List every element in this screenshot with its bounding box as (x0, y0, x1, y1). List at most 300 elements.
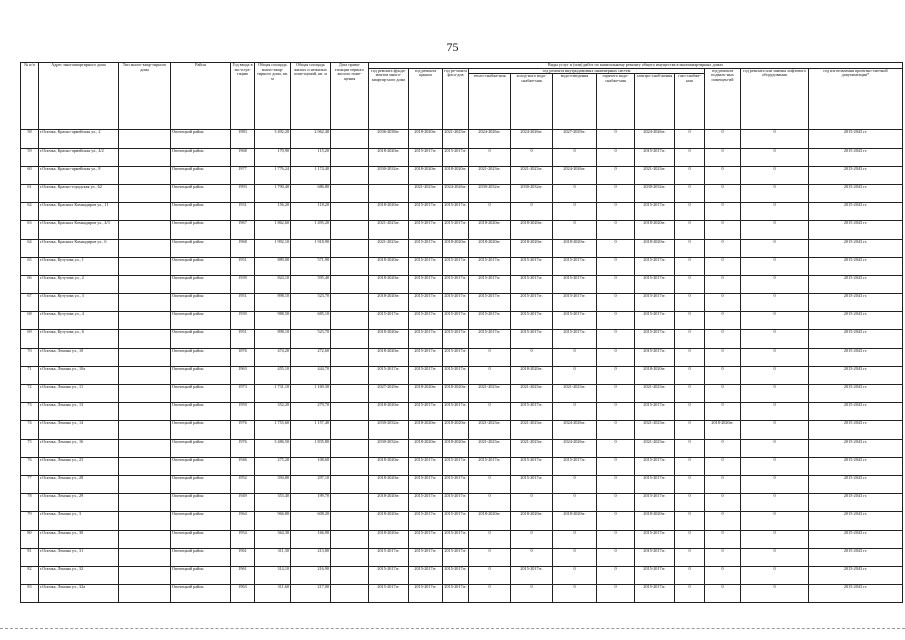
row-area-total: 275,20 (255, 457, 291, 475)
row-electricity: 2015-2017гг. (635, 148, 675, 166)
row-year: 1963 (231, 366, 255, 384)
row-roof: 2015-2017гг. (409, 457, 443, 475)
header-engineering-group: год ремонта внутридомовых инженерных систем (469, 68, 705, 74)
row-hot-water: 0 (597, 275, 635, 293)
row-foundation: 2015-2017гг. (369, 548, 409, 566)
row-design-docs: 2015-2043 гг. (809, 275, 903, 293)
row-year: 1954 (231, 530, 255, 548)
row-type (119, 421, 171, 439)
row-area-total: 889,00 (255, 257, 291, 275)
row-hot-water: 0 (597, 294, 635, 312)
row-foundation: 2021-2023гг. (369, 239, 409, 257)
row-electricity: 2018-2020гг. (635, 221, 675, 239)
row-facade: 2015-2017гг. (443, 566, 469, 584)
row-hot-water: 0 (597, 166, 635, 184)
row-lift: 0 (741, 512, 809, 530)
row-area-residential: 115,20 (291, 148, 331, 166)
row-area-residential: 166,90 (291, 530, 331, 548)
header-sewer: водо-отведения (553, 74, 597, 130)
row-electricity: 2030-2032гг. (635, 184, 675, 202)
row-electricity: 2021-2023гг. (635, 385, 675, 403)
row-sewer: 2024-2026гг. (553, 439, 597, 457)
row-address: г.Опочка, Ленина ул., 3 (39, 512, 119, 530)
row-number: 64 (21, 239, 39, 257)
row-facade: 2018-2020гг. (443, 421, 469, 439)
row-facade: 2015-2017гг. (443, 348, 469, 366)
row-number: 67 (21, 294, 39, 312)
row-privatization-date (331, 366, 369, 384)
row-design-docs: 2015-2043 гг. (809, 585, 903, 603)
row-foundation: 2021-2023гг. (369, 221, 409, 239)
row-type (119, 348, 171, 366)
header-foundation: год ремонта фунда-ментов много-квартир-ного дома (369, 68, 409, 130)
row-facade: 2015-2017гг. (443, 366, 469, 384)
row-address: г.Опочка, Кутузова ул., 6 (39, 330, 119, 348)
row-year: 1964 (231, 512, 255, 530)
row-heat: 2015-2017гг. (469, 312, 511, 330)
row-electricity: 2021-2023гг. (635, 166, 675, 184)
row-facade: 2015-2017гг. (443, 403, 469, 421)
table-row (21, 348, 903, 366)
row-area-residential: 2 062,40 (291, 130, 331, 148)
table-row (21, 294, 903, 312)
row-area-total: 1 776,24 (255, 166, 291, 184)
row-facade: 2015-2017гг. (443, 512, 469, 530)
row-heat: 2018-2020гг. (469, 512, 511, 530)
row-year: 1976 (231, 439, 255, 457)
row-sewer: 2015-2017гг. (553, 257, 597, 275)
row-number: 80 (21, 530, 39, 548)
row-year: 1961 (231, 548, 255, 566)
row-year: 1976 (231, 421, 255, 439)
row-area-residential: 523,70 (291, 330, 331, 348)
table-row (21, 494, 903, 512)
table-row (21, 257, 903, 275)
row-sewer: 2027-2029гг. (553, 130, 597, 148)
row-privatization-date (331, 257, 369, 275)
row-hot-water: 0 (597, 239, 635, 257)
row-year: 1963 (231, 585, 255, 603)
row-address: г.Опочка, Красных Командиров ул., 4/3 (39, 221, 119, 239)
row-gas: 0 (675, 566, 705, 584)
row-area-residential: 1 174,40 (291, 166, 331, 184)
row-basement: 0 (705, 312, 741, 330)
row-roof: 2015-2017гг. (409, 348, 443, 366)
row-address: г.Опочка, Кутузова ул., 2 (39, 275, 119, 293)
row-electricity: 2015-2017гг. (635, 257, 675, 275)
row-area-residential: 108,60 (291, 457, 331, 475)
row-hot-water: 0 (597, 548, 635, 566)
row-cold-water: 0 (511, 203, 553, 221)
row-year: 1968 (231, 148, 255, 166)
table-row (21, 184, 903, 202)
row-year: 1952 (231, 475, 255, 493)
row-privatization-date (331, 275, 369, 293)
row-district: Опочецкий район (171, 421, 231, 439)
row-lift: 0 (741, 548, 809, 566)
header-address: Адрес многоквартирного дома (39, 63, 119, 130)
row-hot-water: 0 (597, 421, 635, 439)
row-address: г.Опочка, Красно-армейская ул., 8 (39, 166, 119, 184)
row-design-docs: 2015-2043 гг. (809, 366, 903, 384)
row-number: 70 (21, 348, 39, 366)
row-district: Опочецкий район (171, 348, 231, 366)
row-heat: 0 (469, 548, 511, 566)
row-electricity: 2015-2017гг. (635, 403, 675, 421)
row-gas: 0 (675, 457, 705, 475)
row-foundation: 2018-2020гг. (369, 294, 409, 312)
row-area-total: 455,10 (255, 366, 291, 384)
row-lift: 0 (741, 385, 809, 403)
row-roof: 2018-2020гг. (409, 439, 443, 457)
row-address: г.Опочка, Ленина ул., 14 (39, 421, 119, 439)
row-cold-water: 2021-2023гг. (511, 439, 553, 457)
row-district: Опочецкий район (171, 130, 231, 148)
row-lift: 0 (741, 530, 809, 548)
row-roof: 2015-2017гг. (409, 548, 443, 566)
row-foundation: 2015-2017гг. (369, 312, 409, 330)
row-year: 1959 (231, 403, 255, 421)
row-design-docs: 2015-2043 гг. (809, 530, 903, 548)
row-district: Опочецкий район (171, 330, 231, 348)
row-sewer: 0 (553, 585, 597, 603)
row-gas: 0 (675, 294, 705, 312)
row-hot-water: 0 (597, 348, 635, 366)
row-electricity: 2021-2023гг. (635, 421, 675, 439)
row-cold-water: 2015-2017гг. (511, 457, 553, 475)
row-facade: 2015-2017гг. (443, 457, 469, 475)
row-area-total: 1 755,60 (255, 421, 291, 439)
row-type (119, 184, 171, 202)
row-basement: 0 (705, 275, 741, 293)
row-privatization-date (331, 239, 369, 257)
row-address: г.Опочка, Кутузова ул., 4 (39, 312, 119, 330)
row-foundation: 2015-2017гг. (369, 585, 409, 603)
row-privatization-date (331, 203, 369, 221)
row-address: г.Опочка, Ленина ул., 23 (39, 457, 119, 475)
row-address: г.Опочка, Ленина ул., 13 (39, 403, 119, 421)
row-electricity: 2018-2020гг. (635, 239, 675, 257)
row-sewer: 2015-2017гг. (553, 275, 597, 293)
row-design-docs: 2015-2043 гг. (809, 148, 903, 166)
row-area-residential: 297,10 (291, 475, 331, 493)
header-electricity: электро-снаб-жения (635, 74, 675, 130)
row-foundation: 2018-2020гг. (369, 330, 409, 348)
row-sewer: 0 (553, 548, 597, 566)
row-heat: 2018-2020гг. (469, 239, 511, 257)
table-row (21, 585, 903, 603)
row-hot-water: 0 (597, 439, 635, 457)
row-heat: 2024-2026гг. (469, 130, 511, 148)
row-heat: 2015-2017гг. (469, 275, 511, 293)
row-year: 1876 (231, 348, 255, 366)
row-year: 1967 (231, 221, 255, 239)
row-hot-water: 0 (597, 366, 635, 384)
row-electricity: 2015-2017гг. (635, 475, 675, 493)
row-hot-water: 0 (597, 148, 635, 166)
row-lift: 0 (741, 330, 809, 348)
row-type (119, 294, 171, 312)
row-gas: 0 (675, 257, 705, 275)
row-facade: 2015-2017гг. (443, 312, 469, 330)
header-heat: тепло-снабже-ния (469, 74, 511, 130)
row-district: Опочецкий район (171, 475, 231, 493)
row-heat: 0 (469, 203, 511, 221)
row-electricity: 2024-2026гг. (635, 130, 675, 148)
row-type (119, 457, 171, 475)
row-basement: 0 (705, 403, 741, 421)
row-sewer: 0 (553, 366, 597, 384)
table-row (21, 203, 903, 221)
row-sewer: 2015-2017гг. (553, 457, 597, 475)
table-row (21, 475, 903, 493)
row-roof: 2015-2017гг. (409, 275, 443, 293)
row-lift: 0 (741, 148, 809, 166)
row-cold-water: 0 (511, 348, 553, 366)
row-gas: 0 (675, 239, 705, 257)
table-row (21, 330, 903, 348)
row-basement: 0 (705, 348, 741, 366)
row-heat: 2021-2023гг. (469, 439, 511, 457)
row-year: 1939 (231, 275, 255, 293)
row-roof: 2015-2017гг. (409, 585, 443, 603)
row-lift: 0 (741, 457, 809, 475)
row-district: Опочецкий район (171, 239, 231, 257)
table-row (21, 166, 903, 184)
row-foundation: 2018-2020гг. (369, 348, 409, 366)
row-hot-water: 0 (597, 184, 635, 202)
row-heat: 2021-2023гг. (469, 166, 511, 184)
row-foundation: 2018-2020гг. (369, 530, 409, 548)
row-type (119, 221, 171, 239)
row-lift: 0 (741, 421, 809, 439)
row-address: г.Опочка, Ленина ул., 30 (39, 530, 119, 548)
row-lift: 0 (741, 221, 809, 239)
header-district: Район (171, 63, 231, 130)
row-area-residential: 1 918,90 (291, 239, 331, 257)
row-design-docs: 2015-2043 гг. (809, 294, 903, 312)
row-area-residential: 685,10 (291, 312, 331, 330)
row-sewer: 0 (553, 566, 597, 584)
row-area-residential: 217,00 (291, 585, 331, 603)
row-area-residential: 213,80 (291, 548, 331, 566)
row-basement: 0 (705, 566, 741, 584)
row-roof: 2018-2020гг. (409, 166, 443, 184)
row-number: 59 (21, 148, 39, 166)
row-facade: 2015-2017гг. (443, 585, 469, 603)
row-heat: 0 (469, 494, 511, 512)
row-gas: 0 (675, 548, 705, 566)
row-district: Опочецкий район (171, 221, 231, 239)
row-type (119, 148, 171, 166)
row-sewer: 0 (553, 494, 597, 512)
row-address: г.Опочка, Ленина ул., 10 (39, 348, 119, 366)
row-area-total: 3 492,20 (255, 130, 291, 148)
row-foundation: 2018-2020гг. (369, 257, 409, 275)
row-heat: 0 (469, 148, 511, 166)
row-hot-water: 0 (597, 585, 635, 603)
row-area-total: 156,20 (255, 203, 291, 221)
row-number: 69 (21, 330, 39, 348)
table-row (21, 566, 903, 584)
row-heat: 2018-2020гг. (469, 221, 511, 239)
row-district: Опочецкий район (171, 566, 231, 584)
row-lift: 0 (741, 294, 809, 312)
row-type (119, 548, 171, 566)
row-heat: 2015-2017гг. (469, 457, 511, 475)
row-basement: 0 (705, 221, 741, 239)
row-design-docs: 2015-2043 гг. (809, 348, 903, 366)
row-hot-water: 0 (597, 330, 635, 348)
row-basement: 0 (705, 530, 741, 548)
row-cold-water: 0 (511, 148, 553, 166)
row-district: Опочецкий район (171, 203, 231, 221)
table-row (21, 221, 903, 239)
row-gas: 0 (675, 348, 705, 366)
row-electricity: 2015-2017гг. (635, 275, 675, 293)
row-privatization-date (331, 585, 369, 603)
row-district: Опочецкий район (171, 439, 231, 457)
row-foundation: 2018-2020гг. (369, 275, 409, 293)
row-cold-water: 2018-2020гг. (511, 239, 553, 257)
row-foundation: 2027-2029гг. (369, 385, 409, 403)
row-cold-water: 2015-2017гг. (511, 294, 553, 312)
row-area-total: 352,20 (255, 403, 291, 421)
row-type (119, 239, 171, 257)
row-design-docs: 2015-2043 гг. (809, 221, 903, 239)
row-foundation: 2030-2032гг. (369, 439, 409, 457)
header-works-group: Виды услуг и (или) работ по капитальному ремонту общего имущества в многоквартирных домах (369, 63, 903, 69)
row-basement: 2018-2020гг. (705, 421, 741, 439)
row-electricity: 2015-2017гг. (635, 585, 675, 603)
row-roof: 2015-2017гг. (409, 512, 443, 530)
row-area-total: 966,80 (255, 512, 291, 530)
row-gas: 0 (675, 330, 705, 348)
row-area-total: 3 486,50 (255, 439, 291, 457)
row-year: 1951 (231, 294, 255, 312)
row-sewer: 2024-2026гг. (553, 166, 597, 184)
row-electricity: 2015-2017гг. (635, 457, 675, 475)
header-type: Тип много-квар-тирного дома (119, 63, 171, 130)
row-basement: 0 (705, 148, 741, 166)
row-type (119, 166, 171, 184)
row-district: Опочецкий район (171, 257, 231, 275)
row-district: Опочецкий район (171, 275, 231, 293)
table-row (21, 457, 903, 475)
row-number: 77 (21, 475, 39, 493)
row-address: г.Опочка, Кутузова ул., 3 (39, 294, 119, 312)
row-roof: 2015-2017гг. (409, 148, 443, 166)
row-type (119, 257, 171, 275)
row-basement: 0 (705, 457, 741, 475)
row-foundation: 2018-2020гг. (369, 203, 409, 221)
row-address: г.Опочка, Ленина ул., 29 (39, 494, 119, 512)
row-design-docs: 2015-2043 гг. (809, 421, 903, 439)
row-electricity: 2018-2020гг. (635, 366, 675, 384)
row-address: г.Опочка, Красно-армейская ул., 2 (39, 130, 119, 148)
row-address: г.Опочка, Красно-городская ул., 62 (39, 184, 119, 202)
row-facade: 2015-2017гг. (443, 548, 469, 566)
row-year: 1931 (231, 203, 255, 221)
row-cold-water: 2015-2017гг. (511, 403, 553, 421)
row-sewer: 2015-2017гг. (553, 312, 597, 330)
row-foundation: 2030-2032гг. (369, 421, 409, 439)
header-no: № п/п (21, 63, 39, 130)
row-heat: 2015-2017гг. (469, 330, 511, 348)
row-year: 1946 (231, 457, 255, 475)
row-design-docs: 2015-2043 гг. (809, 494, 903, 512)
row-gas: 0 (675, 203, 705, 221)
row-district: Опочецкий район (171, 312, 231, 330)
row-electricity: 2015-2017гг. (635, 566, 675, 584)
row-roof: 2015-2017гг. (409, 257, 443, 275)
row-design-docs: 2015-2043 гг. (809, 403, 903, 421)
row-type (119, 403, 171, 421)
row-electricity: 2015-2017гг. (635, 348, 675, 366)
row-type (119, 439, 171, 457)
table-row (21, 385, 903, 403)
row-gas: 0 (675, 403, 705, 421)
row-foundation: 2018-2020гг. (369, 148, 409, 166)
row-basement: 0 (705, 439, 741, 457)
row-type (119, 130, 171, 148)
repair-schedule-table (20, 62, 903, 603)
row-heat: 0 (469, 403, 511, 421)
row-electricity: 2015-2017гг. (635, 330, 675, 348)
row-cold-water: 2015-2017гг. (511, 257, 553, 275)
row-foundation: 2018-2020гг. (369, 512, 409, 530)
row-lift: 0 (741, 494, 809, 512)
row-facade: 2015-2017гг. (443, 148, 469, 166)
row-type (119, 385, 171, 403)
row-lift: 0 (741, 439, 809, 457)
row-district: Опочецкий район (171, 512, 231, 530)
row-facade: 2015-2017гг. (443, 257, 469, 275)
row-foundation: 2018-2020гг. (369, 494, 409, 512)
row-roof: 2015-2017гг. (409, 366, 443, 384)
row-facade: 2018-2020гг. (443, 439, 469, 457)
row-facade: 2018-2020гг. (443, 385, 469, 403)
row-area-residential: 1 169,30 (291, 385, 331, 403)
row-number: 81 (21, 548, 39, 566)
row-lift: 0 (741, 366, 809, 384)
row-number: 66 (21, 275, 39, 293)
row-district: Опочецкий район (171, 403, 231, 421)
row-foundation: 2036-2038гг. (369, 130, 409, 148)
row-district: Опочецкий район (171, 294, 231, 312)
row-roof: 2015-2017гг. (409, 294, 443, 312)
row-hot-water: 0 (597, 530, 635, 548)
row-lift: 0 (741, 275, 809, 293)
row-area-residential: 444,70 (291, 366, 331, 384)
row-gas: 0 (675, 439, 705, 457)
row-sewer: 2018-2020гг. (553, 512, 597, 530)
row-privatization-date (331, 166, 369, 184)
row-basement: 0 (705, 330, 741, 348)
row-foundation: 2030-2032гг. (369, 166, 409, 184)
row-roof: 2015-2017гг. (409, 566, 443, 584)
header-facade: год ре-монта фаса-дов (443, 68, 469, 130)
row-number: 61 (21, 184, 39, 202)
row-privatization-date (331, 548, 369, 566)
row-privatization-date (331, 348, 369, 366)
row-type (119, 585, 171, 603)
row-gas: 0 (675, 366, 705, 384)
header-hot-water: горячего водо-снабже-ния (597, 74, 635, 130)
row-privatization-date (331, 148, 369, 166)
row-gas: 0 (675, 148, 705, 166)
row-cold-water: 2024-2026гг. (511, 130, 553, 148)
